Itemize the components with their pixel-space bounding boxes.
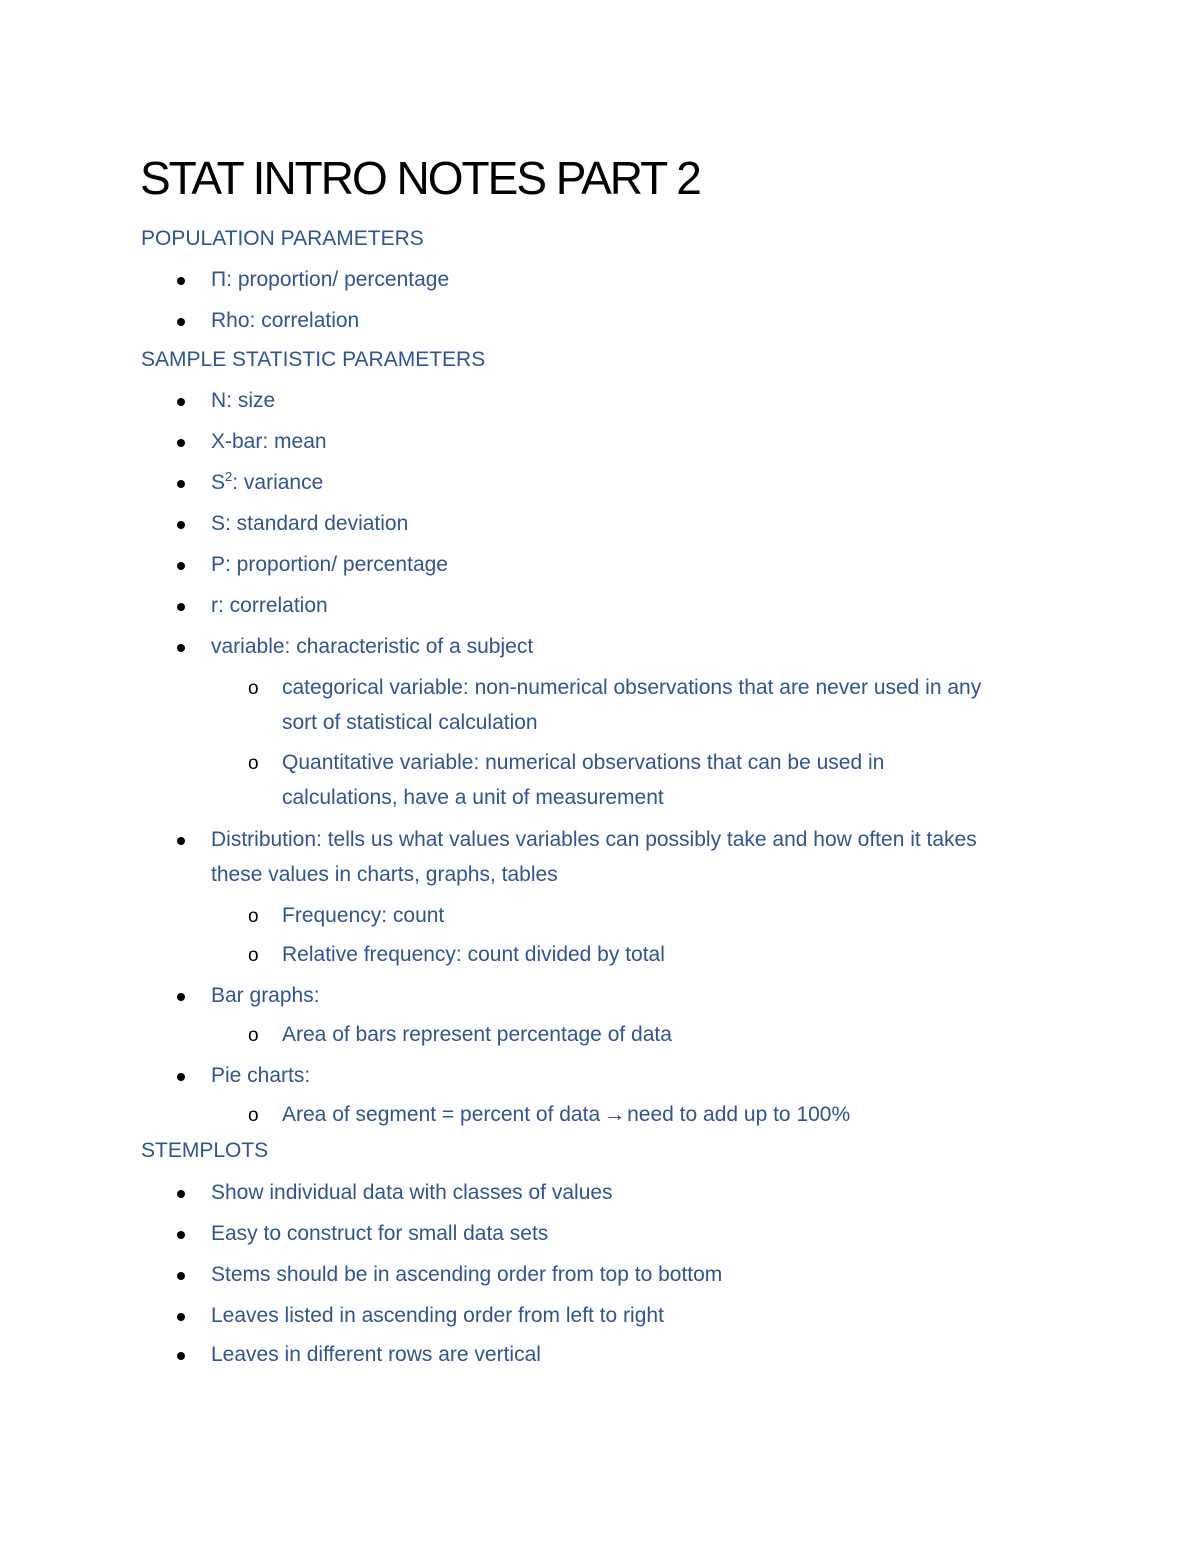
variance-symbol: S — [211, 471, 226, 494]
sub-list-item-continued: sort of statistical calculation — [282, 711, 538, 734]
list-item: Show individual data with classes of values — [211, 1181, 613, 1204]
bullet-icon — [177, 480, 185, 488]
list-item: r: correlation — [211, 594, 328, 617]
list-item: Π: proportion/ percentage — [211, 268, 450, 291]
list-item: P: proportion/ percentage — [211, 553, 448, 576]
bullet-icon — [177, 644, 185, 652]
list-item: S: standard deviation — [211, 512, 409, 535]
sub-list-item: Relative frequency: count divided by total — [282, 943, 665, 966]
bullet-icon — [177, 1190, 185, 1198]
sub-bullet-icon: o — [248, 1025, 259, 1046]
variance-superscript: 2 — [225, 469, 233, 484]
sub-list-item: Frequency: count — [282, 904, 445, 927]
bullet-icon — [177, 318, 185, 326]
variance-text: : variance — [232, 471, 324, 494]
sub-list-item: categorical variable: non-numerical observations that are never used in any — [282, 676, 982, 699]
sub-bullet-icon: o — [248, 678, 259, 699]
sub-list-item: Area of bars represent percentage of data — [282, 1023, 672, 1046]
list-item: Leaves listed in ascending order from left to right — [211, 1304, 664, 1327]
bullet-icon — [177, 1073, 185, 1081]
list-item: X-bar: mean — [211, 430, 327, 453]
list-item: variable: characteristic of a subject — [211, 635, 534, 658]
list-item: Stems should be in ascending order from top to bottom — [211, 1263, 723, 1286]
sub-list-item: Quantitative variable: numerical observations that can be used in — [282, 751, 885, 774]
sub-list-item-continued: calculations, have a unit of measurement — [282, 786, 664, 809]
bullet-icon — [177, 603, 185, 611]
list-item-continued: these values in charts, graphs, tables — [211, 863, 558, 886]
pie-area-result: need to add up to 100% — [627, 1103, 851, 1126]
list-item: Rho: correlation — [211, 309, 360, 332]
section-heading-population: POPULATION PARAMETERS — [141, 227, 424, 250]
sub-bullet-icon: o — [248, 945, 259, 966]
section-heading-stemplots: STEMPLOTS — [141, 1139, 269, 1162]
sub-list-item-pie — [282, 1101, 850, 1129]
bullet-icon — [177, 1272, 185, 1280]
bullet-icon — [177, 398, 185, 406]
bullet-icon — [177, 837, 185, 845]
section-heading-sample: SAMPLE STATISTIC PARAMETERS — [141, 348, 486, 371]
list-item: Distribution: tells us what values variables can possibly take and how often it takes — [211, 828, 977, 851]
bullet-icon — [177, 1231, 185, 1239]
bullet-icon — [177, 1352, 185, 1360]
list-item: Pie charts: — [211, 1064, 311, 1087]
sub-bullet-icon: o — [248, 753, 259, 774]
list-item: Bar graphs: — [211, 984, 320, 1007]
right-arrow-icon: → — [604, 1103, 626, 1126]
bullet-icon — [177, 277, 185, 285]
page-title: STAT INTRO NOTES PART 2 — [140, 152, 700, 204]
bullet-icon — [177, 562, 185, 570]
list-item: Leaves in different rows are vertical — [211, 1343, 541, 1366]
bullet-icon — [177, 1313, 185, 1321]
bullet-icon — [177, 439, 185, 447]
sub-bullet-icon: o — [248, 1105, 259, 1126]
pie-area-text: Area of segment = percent of data — [282, 1103, 601, 1126]
list-item-variance — [211, 469, 323, 497]
list-item: Easy to construct for small data sets — [211, 1222, 549, 1245]
sub-bullet-icon: o — [248, 906, 259, 927]
list-item: N: size — [211, 389, 276, 412]
bullet-icon — [177, 993, 185, 1001]
bullet-icon — [177, 521, 185, 529]
